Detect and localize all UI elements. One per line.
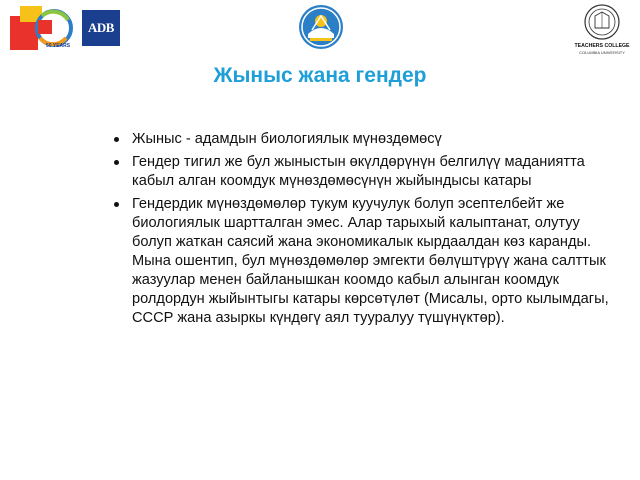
bullet-text: Гендер тигил же бул жыныстын өкүлдөрүнүн белгилүү маданиятта кабыл алган коомдук мүнөздөмөсүнүн жыйындысы катары [132,154,585,189]
teachers-college-label: TEACHERS COLLEGE [574,43,630,49]
bullet-dot-icon [114,202,119,207]
fifty-years-logo [10,6,76,50]
kyrgyz-emblem-icon [298,4,344,50]
bullet-text: Гендердик мүнөздөмөлөр тукум куучулук болуп эсептелбейт же биологиялык шартталган эмес. Алар тарыхый калыптанат, олутуу болуп жаткан саясий жана экономикалык кырдаалдан көз каранды. Мына ошентип, бул мүнөздөмөлөр эмгекти бөлүштүрүү жана салттык жазуулар менен байланышкан коомдо кабыл алынган коомдук ролдордун жыйынтыгы катары көрсөтүлөт (Мисалы, орто кылымдагы, СССР жана азыркы күндөгү аял тууралуу түшүнүктөр). [132,196,609,326]
columbia-university-label: COLUMBIA UNIVERSITY [579,50,625,55]
adb-logo [82,10,120,46]
teachers-college-logo [572,2,632,58]
fifty-years-label: 50 YEARS [46,43,71,49]
bullet-item [112,195,612,328]
bullet-list [112,130,612,332]
slide-title: Жыныс жана гендер [213,64,427,87]
logo-bar [0,0,640,60]
bullet-dot-icon [114,137,119,142]
adb-logo-text: ADB [88,20,114,35]
bullet-item [112,130,612,149]
bullet-text: Жыныс - адамдын биологиялык мүнөздөмөсү [132,131,442,147]
bullet-item [112,153,612,191]
bullet-dot-icon [114,160,119,165]
